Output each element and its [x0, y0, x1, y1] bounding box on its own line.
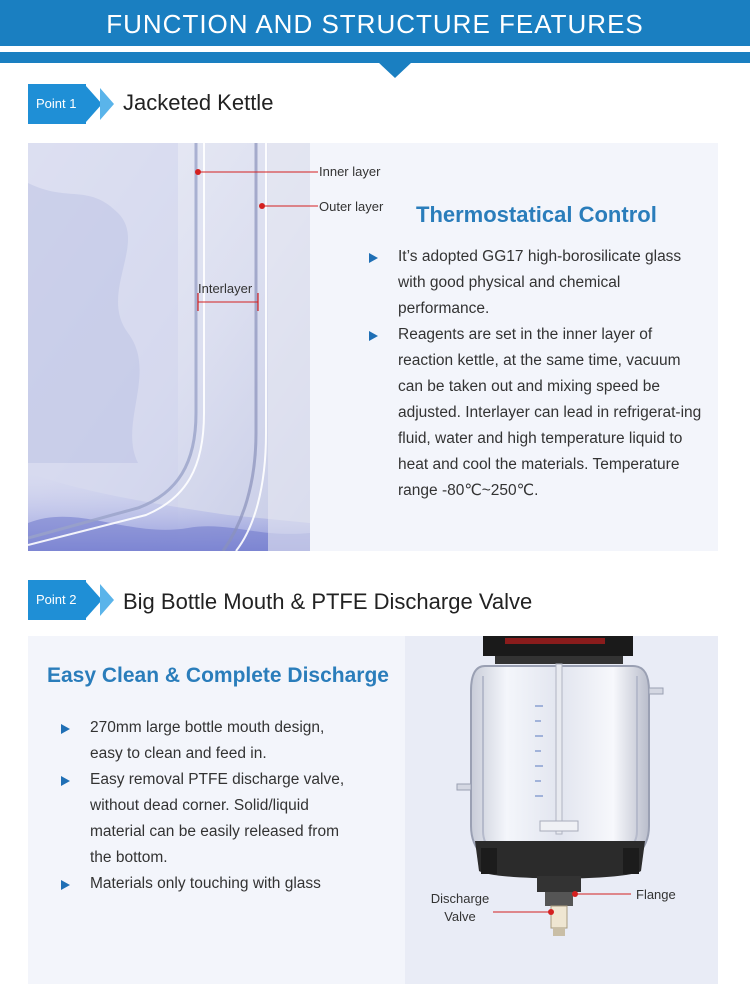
bullet-arrow-icon: [369, 331, 378, 341]
bullet-arrow-icon: [61, 724, 70, 734]
interlayer-callout: Interlayer: [198, 281, 253, 296]
thermostatical-control-heading: Thermostatical Control: [416, 202, 657, 227]
chevron-icon: [100, 584, 114, 616]
section-2-title: Big Bottle Mouth & PTFE Discharge Valve: [123, 589, 533, 614]
glass-wall-illustration: [28, 143, 310, 551]
point-1-label: Point 1: [28, 84, 86, 124]
outer-layer-callout: Outer layer: [319, 199, 384, 214]
section-1-bullets: [366, 244, 706, 504]
point-2-label: Point 2: [28, 580, 86, 620]
list-item: Materials only touching with glass: [58, 871, 358, 897]
page-title: FUNCTION AND STRUCTURE FEATURES: [106, 9, 644, 39]
header-underline: [0, 52, 750, 63]
section-1-title: Jacketed Kettle: [123, 90, 274, 115]
section-2-bullets: [58, 715, 358, 897]
reactor-vessel-photo: [405, 636, 718, 984]
list-item: Easy removal PTFE discharge valve, without dead corner. Solid/liquid material can be easily released from the bottom.: [58, 767, 358, 871]
chevron-icon: [100, 88, 114, 120]
easy-clean-heading: Easy Clean & Complete Discharge: [47, 664, 389, 687]
flange-callout: Flange: [636, 887, 676, 902]
bullet-arrow-icon: [369, 253, 378, 263]
bullet-arrow-icon: [61, 776, 70, 786]
jacketed-kettle-photo: [28, 143, 310, 551]
reactor-vessel-illustration: [405, 636, 718, 984]
discharge-valve-callout: Discharge Valve: [430, 891, 490, 924]
inner-layer-callout: Inner layer: [319, 164, 381, 179]
bullet-arrow-icon: [61, 880, 70, 890]
list-item: It’s adopted GG17 high-borosilicate glass with good physical and chemical performance.: [366, 244, 706, 322]
point-2-badge: [28, 580, 118, 620]
page-header: [0, 0, 750, 46]
header-notch-arrow: [378, 62, 412, 78]
list-item: Reagents are set in the inner layer of reaction kettle, at the same time, vacuum can be taken out and mixing speed be adjusted. Interlayer can lead in refrigerat-ing fluid, water and high temperature liquid to heat and cool the materials. Temperature range -80℃~250℃.: [366, 322, 706, 504]
point-1-badge: [28, 84, 118, 124]
list-item: 270mm large bottle mouth design, easy to clean and feed in.: [58, 715, 358, 767]
